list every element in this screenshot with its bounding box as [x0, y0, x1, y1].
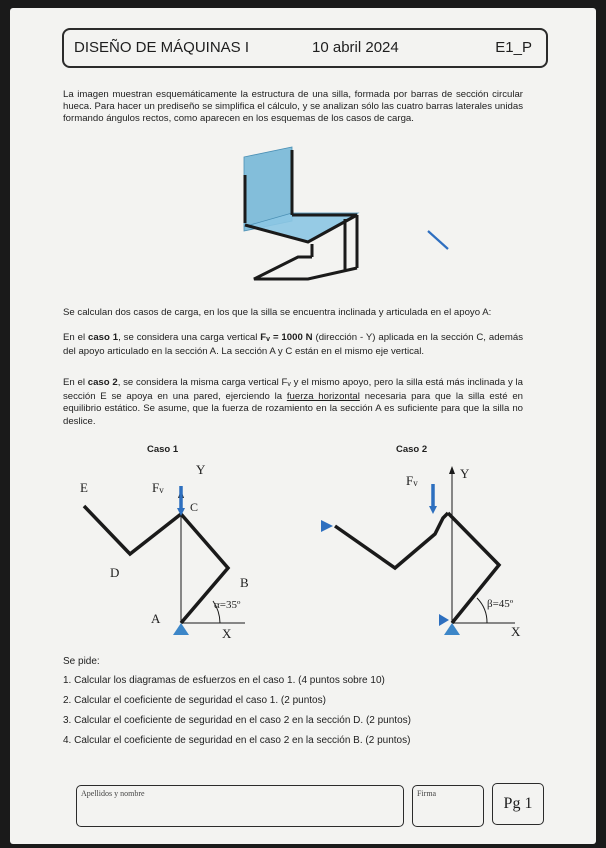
case1-label-y: Y — [196, 462, 206, 477]
case2-angle: β=45º — [487, 598, 514, 610]
case2-label-x: X — [511, 624, 521, 639]
case2-label-y: Y — [460, 466, 470, 481]
task-item: 4. Calcular el coeficiente de seguridad en el caso 2 en la sección B. (2 puntos) — [63, 735, 411, 746]
case1-paragraph: En el caso 1, se considera una carga vertical Fv = 1000 N (dirección - Y) aplicada en la sección C, además del apoyo articulado en la sección A. La sección A y C están en el mismo eje vertical. — [63, 332, 523, 358]
case1-label-c: C — [190, 500, 199, 514]
case2-paragraph: En el caso 2, se considera la misma carga vertical Fv y el mismo apoyo, pero la silla está más inclinada y la sección E se apoya en una pared, ejerciendo la fuerza horizontal necesaria para que la silla esté en equilibrio estático. Se asume, que la fuerza de rozamiento en la sección A es suficiente para que la silla no deslice. — [63, 377, 523, 427]
case2-title: Caso 2 — [396, 444, 428, 455]
case1-angle: α=35º — [214, 599, 241, 611]
page-number: Pg 1 — [503, 795, 533, 812]
tasks-list — [63, 675, 523, 755]
case1-label-d: D — [110, 565, 120, 580]
exam-date: 10 abril 2024 — [312, 39, 399, 56]
case1-label-b: B — [240, 575, 249, 590]
task-item: 3. Calcular el coeficiente de seguridad en el caso 2 en la sección D. (2 puntos) — [63, 715, 411, 726]
case1-label-fv: Fv — [152, 480, 164, 495]
case1-diagram — [70, 458, 290, 648]
exam-header — [62, 28, 548, 68]
name-field[interactable] — [76, 785, 404, 827]
case2-diagram — [315, 458, 535, 648]
case1-label-x: X — [222, 626, 232, 641]
intro-paragraph: La imagen muestran esquemáticamente la estructura de una silla, formada por barras de sección circular hueca. Para hacer un prediseño se simplifica el cálculo, y se analizan sólo las cuatro barras laterales unidas formando ángulos rectos, como aparecen en los esquemas de los casos de carga. — [63, 89, 523, 125]
exam-code: E1_P — [495, 39, 532, 56]
case2-label-fv: Fv — [406, 473, 418, 488]
case1-title: Caso 1 — [147, 444, 179, 455]
loadcases-paragraph: Se calculan dos casos de carga, en los que la silla se encuentra inclinada y articulada en el apoyo A: — [63, 307, 492, 318]
name-field-label: Apellidos y nombre — [81, 789, 145, 798]
page-number-box — [492, 783, 544, 825]
task-item: 2. Calcular el coeficiente de seguridad el caso 1. (2 puntos) — [63, 695, 326, 706]
task-item: 1. Calcular los diagramas de esfuerzos en el caso 1. (4 puntos sobre 10) — [63, 675, 385, 686]
chair-illustration — [200, 145, 460, 295]
signature-field-label: Firma — [417, 789, 437, 798]
case1-label-a: A — [151, 611, 161, 626]
case1-label-e: E — [80, 480, 88, 495]
signature-field[interactable] — [412, 785, 484, 827]
course-title: DISEÑO DE MÁQUINAS I — [74, 39, 250, 56]
tasks-heading: Se pide: — [63, 656, 100, 667]
